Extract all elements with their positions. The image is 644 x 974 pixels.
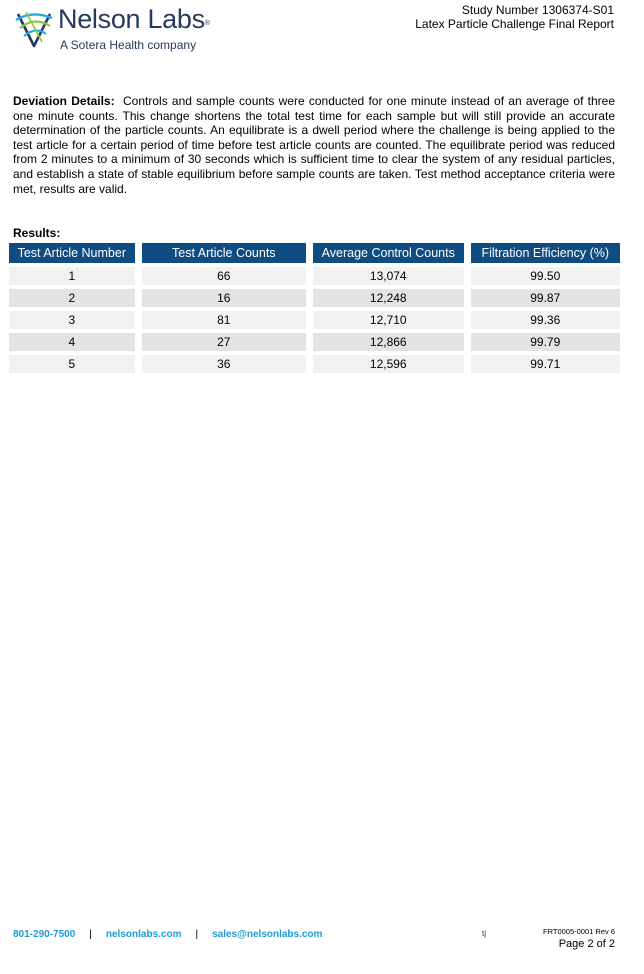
footer-mark: tj <box>482 929 486 938</box>
nelson-labs-logo-icon <box>12 6 56 50</box>
report-header <box>415 3 614 31</box>
table-cell: 99.79 <box>471 329 620 351</box>
table-cell: 13,074 <box>313 263 471 285</box>
table-row <box>9 351 620 373</box>
footer-separator: | <box>195 929 199 940</box>
page-number: Page 2 of 2 <box>558 938 615 950</box>
column-header: Test Article Counts <box>142 243 313 263</box>
column-header: Filtration Efficiency (%) <box>471 243 620 263</box>
table-cell: 12,866 <box>313 329 471 351</box>
company-logo <box>12 4 232 56</box>
footer-website-link[interactable]: nelsonlabs.com <box>105 929 182 940</box>
column-header: Test Article Number <box>9 243 142 263</box>
table-cell: 4 <box>9 329 142 351</box>
table-cell: 3 <box>9 307 142 329</box>
logo-registered-mark: ® <box>204 20 210 27</box>
table-cell: 99.71 <box>471 351 620 373</box>
footer-contact <box>13 929 322 940</box>
report-title: Latex Particle Challenge Final Report <box>415 17 614 31</box>
table-cell: 5 <box>9 351 142 373</box>
table-cell: 12,596 <box>313 351 471 373</box>
deviation-text: Controls and sample counts were conducted for one minute instead of an average of three one minute counts. This change shortens the total test time for each sample but will still provide an accurate determination of the particle counts. An equilibrate is a dwell period where the challenge is being applied to the test article for a certain period of time before test article counts are counted. The equilibrate period was reduced from 2 minutes to a minimum of 30 seconds which is sufficient time to clear the system of any residual particles, and establish a state of stable equilibrium before sample counts are taken. Test method acceptance criteria were met, results are valid. <box>13 94 615 196</box>
table-row <box>9 263 620 285</box>
table-row <box>9 329 620 351</box>
study-number: Study Number 1306374-S01 <box>461 3 614 17</box>
footer-email-link[interactable]: sales@nelsonlabs.com <box>212 929 323 940</box>
footer-separator: | <box>89 929 92 940</box>
deviation-details <box>13 94 615 196</box>
results-label: Results: <box>13 226 61 240</box>
table-cell: 12,710 <box>313 307 471 329</box>
table-cell: 2 <box>9 285 142 307</box>
table-cell: 99.87 <box>471 285 620 307</box>
table-cell: 66 <box>142 263 313 285</box>
results-table <box>9 243 620 373</box>
table-cell: 12,248 <box>313 285 471 307</box>
table-cell: 99.36 <box>471 307 620 329</box>
form-number: FRT0005-0001 Rev 6 <box>543 927 615 936</box>
table-cell: 81 <box>142 307 313 329</box>
footer-phone[interactable]: 801-290-7500 <box>13 929 76 940</box>
table-cell: 1 <box>9 263 142 285</box>
deviation-label: Deviation Details: <box>13 94 115 108</box>
table-header-row <box>9 243 620 263</box>
table-cell: 27 <box>142 329 313 351</box>
logo-tagline: A Sotera Health company <box>60 38 197 52</box>
table-row <box>9 285 620 307</box>
table-cell: 99.50 <box>471 263 620 285</box>
table-cell: 36 <box>142 351 313 373</box>
logo-name: Nelson Labs <box>58 4 205 34</box>
footer-page-info <box>543 927 615 951</box>
table-cell: 16 <box>142 285 313 307</box>
table-row <box>9 307 620 329</box>
column-header: Average Control Counts <box>313 243 471 263</box>
